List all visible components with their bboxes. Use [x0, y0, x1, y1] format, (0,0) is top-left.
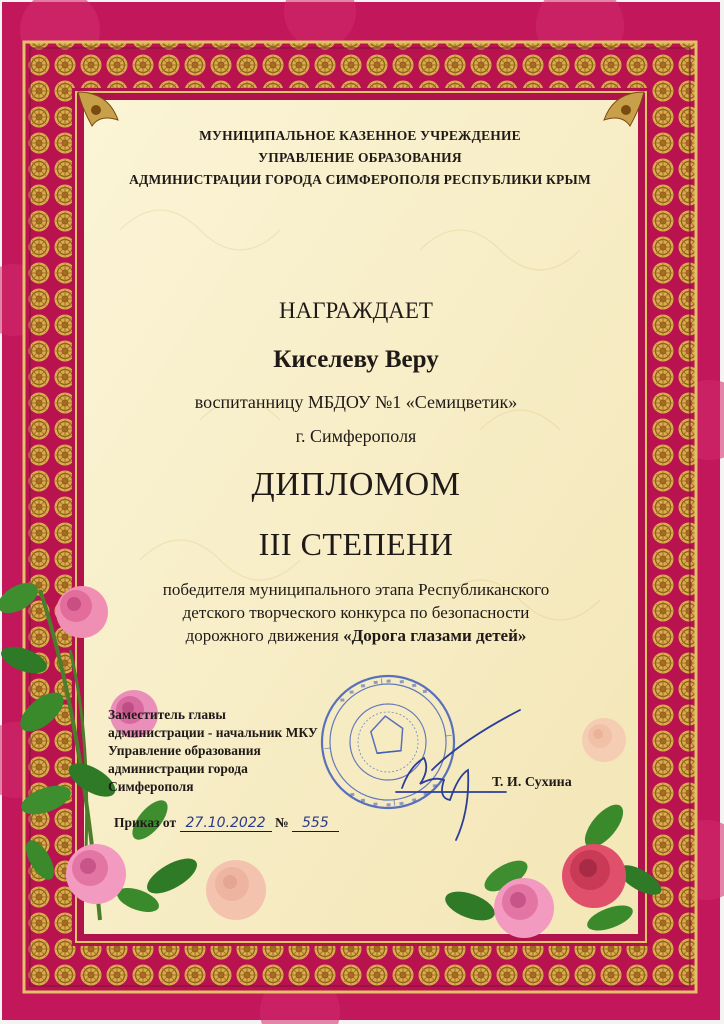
diploma-degree: III СТЕПЕНИ: [258, 526, 454, 562]
faint-rose-right: [582, 718, 626, 762]
order-label: Приказ от: [114, 815, 177, 830]
order-date: 27.10.2022: [180, 815, 272, 832]
reason-line-3-prefix: дорожного движения: [185, 626, 344, 645]
awards-label: НАГРАЖДАЕТ: [279, 298, 433, 323]
order-line: [114, 815, 339, 832]
order-number-label: №: [275, 815, 289, 830]
header-line-2: УПРАВЛЕНИЕ ОБРАЗОВАНИЯ: [258, 150, 462, 165]
signer-position-line-1: Заместитель главы: [108, 707, 226, 722]
faint-rose-bottom: [206, 860, 266, 920]
header-line-1: МУНИЦИПАЛЬНОЕ КАЗЕННОЕ УЧРЕЖДЕНИЕ: [199, 128, 521, 143]
signer-position-line-4: администрации города: [108, 761, 248, 776]
recipient-description: воспитанницу МБДОУ №1 «Семицветик»: [194, 392, 518, 412]
order-number: 555: [292, 815, 339, 832]
recipient-city: г. Симферополя: [295, 426, 417, 446]
signer-position-line-3: Управление образования: [108, 743, 261, 758]
reason-line-2: детского творческого конкурса по безопасности: [182, 603, 530, 622]
reason-line-1: победителя муниципального этапа Республиканского: [162, 580, 550, 599]
reason-line-3: [76, 626, 636, 646]
signer-position-line-5: Симферополя: [108, 779, 194, 794]
contest-name: «Дорога глазами детей»: [343, 626, 527, 645]
signer-name: Т. И. Сухина: [492, 775, 572, 790]
diploma-title: ДИПЛОМОМ: [251, 466, 461, 503]
recipient-name: Киселеву Веру: [273, 346, 439, 373]
header-line-3: АДМИНИСТРАЦИИ ГОРОДА СИМФЕРОПОЛЯ РЕСПУБЛИКИ КРЫМ: [129, 172, 591, 187]
signer-position-line-2: администрации - начальник МКУ: [108, 725, 318, 740]
